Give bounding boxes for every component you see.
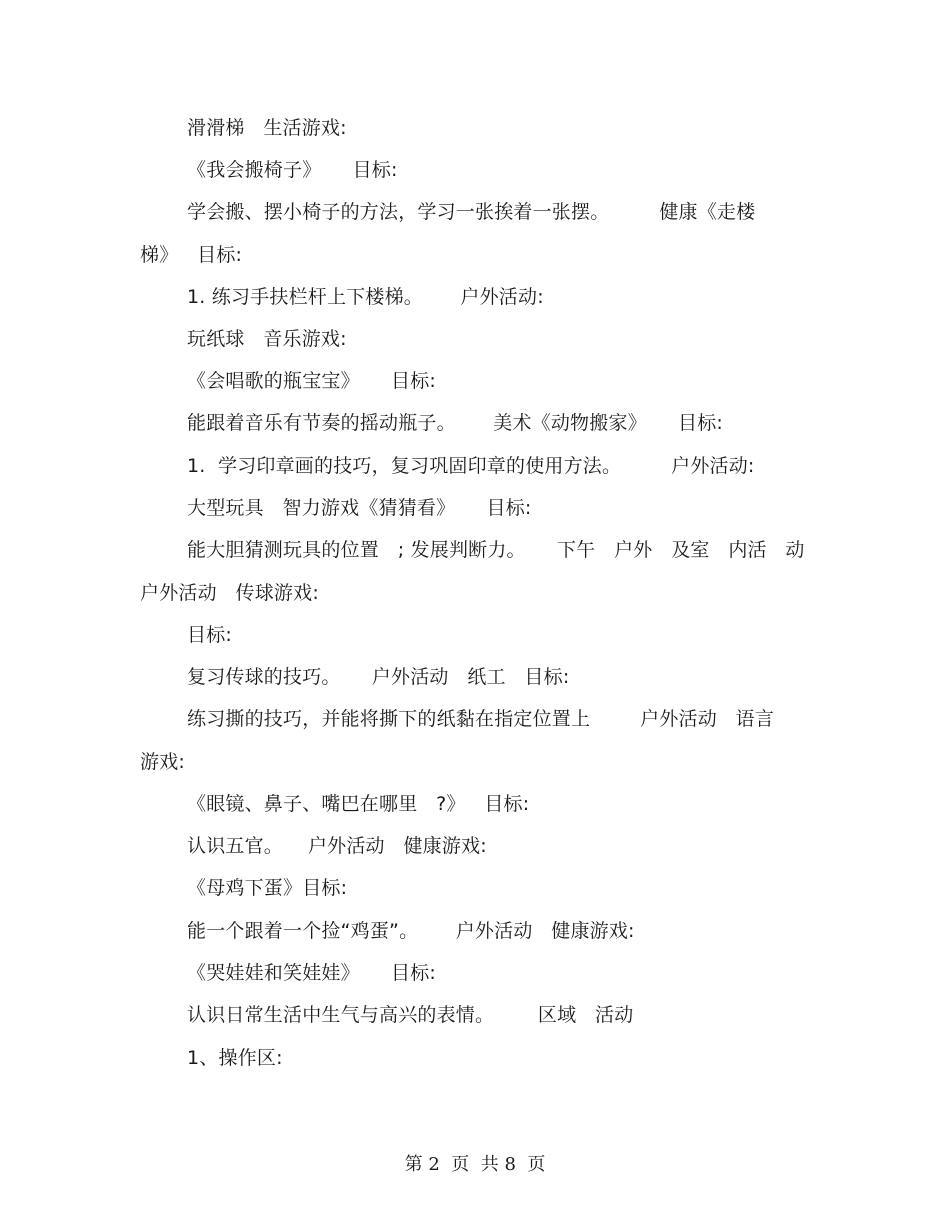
text-line: 1. 练习手扶栏杆上下楼梯。 户外活动: xyxy=(187,286,544,308)
text-line: 游戏: xyxy=(140,751,186,773)
text-line: 目标: xyxy=(187,624,233,646)
text-line: 《眼镜、鼻子、嘴巴在哪里 ?》 目标: xyxy=(187,793,530,815)
text-line: 练习撕的技巧，并能将撕下的纸黏在指定位置上 户外活动 语言 xyxy=(187,708,775,730)
text-line: 《母鸡下蛋》目标: xyxy=(187,877,348,899)
text-line: 《我会搬椅子》 目标: xyxy=(187,159,398,181)
text-line: 《会唱歌的瓶宝宝》 目标: xyxy=(187,370,436,392)
text-line: 能一个跟着一个捡“鸡蛋”。 户外活动 健康游戏: xyxy=(187,920,635,942)
text-line: 大型玩具 智力游戏《猜猜看》 目标: xyxy=(187,497,532,519)
text-line: 滑滑梯 生活游戏: xyxy=(187,117,347,139)
text-line: 梯》 目标: xyxy=(140,244,243,266)
text-line: 《哭娃娃和笑娃娃》 目标: xyxy=(187,962,436,984)
text-line: 能大胆猜测玩具的位置 ; 发展判断力。 下午 户外 及室 内活 动 xyxy=(187,539,805,561)
text-line: 能跟着音乐有节奏的摇动瓶子。 美术《动物搬家》 目标: xyxy=(187,412,724,434)
text-line: 户外活动 传球游戏: xyxy=(140,582,319,604)
text-line: 1、操作区: xyxy=(187,1047,283,1069)
text-line: 玩纸球 音乐游戏: xyxy=(187,328,347,350)
text-line: 认识五官。 户外活动 健康游戏: xyxy=(187,835,487,857)
text-line: 复习传球的技巧。 户外活动 纸工 目标: xyxy=(187,666,570,688)
page-number-footer: 第 2 页 共 8 页 xyxy=(404,1154,546,1175)
text-line: 1. 学习印章画的技巧，复习巩固印章的使用方法。 户外活动: xyxy=(187,455,755,477)
text-line: 学会搬、摆小椅子的方法，学习一张挨着一张摆。 健康《走楼 xyxy=(187,201,756,223)
text-line: 认识日常生活中生气与高兴的表情。 区域 活动 xyxy=(187,1004,634,1026)
